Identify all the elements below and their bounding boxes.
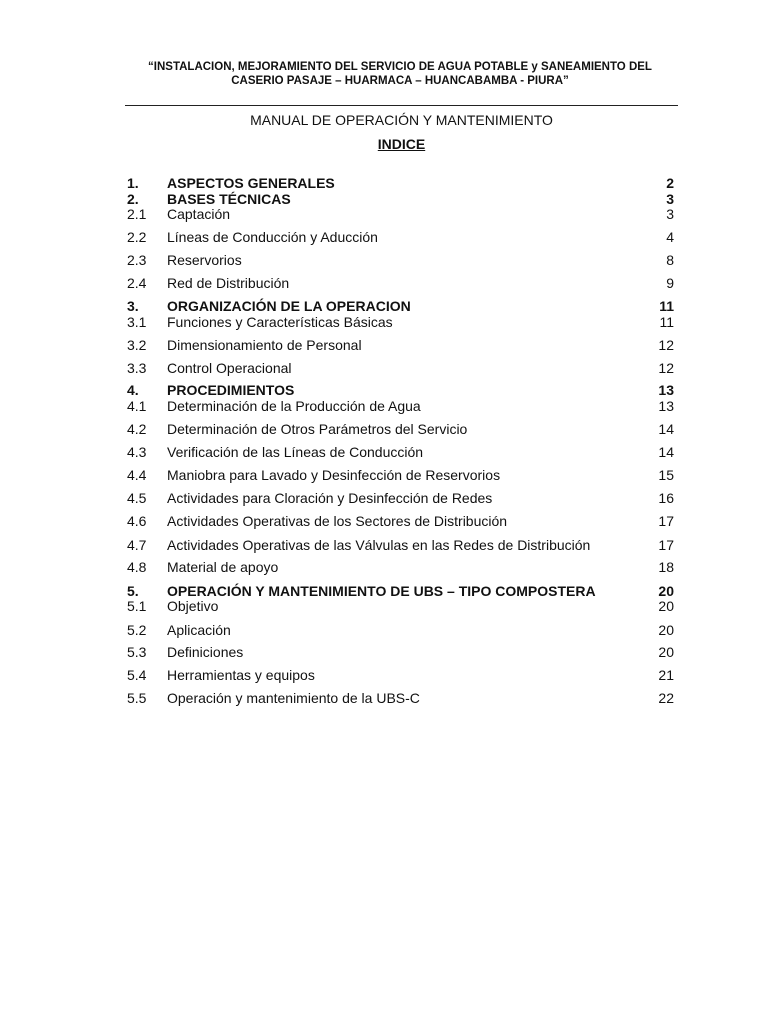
toc-entry-label: Actividades Operativas de los Sectores de Distribución bbox=[167, 513, 508, 529]
toc-entry-page: 13 bbox=[658, 398, 674, 414]
toc-entry-number: 5.3 bbox=[127, 644, 147, 660]
toc-entry-page: 3 bbox=[666, 206, 674, 222]
toc-entry-number: 5.5 bbox=[127, 690, 147, 706]
toc-entry-page: 17 bbox=[658, 537, 674, 553]
toc-entry-label: Líneas de Conducción y Aducción bbox=[167, 229, 378, 245]
toc-entry bbox=[127, 274, 674, 292]
toc-entry-number: 5.4 bbox=[127, 667, 147, 683]
toc-entry-page: 21 bbox=[658, 667, 674, 683]
toc-entry-number: 4.1 bbox=[127, 398, 147, 414]
toc-entry-label: Actividades Operativas de las Válvulas en las Redes de Distribución bbox=[167, 537, 591, 553]
toc-entry-label: Operación y mantenimiento de la UBS-C bbox=[167, 690, 420, 706]
toc-entry-page: 4 bbox=[666, 229, 674, 245]
toc-entry-page: 3 bbox=[666, 191, 674, 207]
toc-entry-number: 4.7 bbox=[127, 537, 147, 553]
toc-entry-page: 11 bbox=[659, 314, 674, 330]
toc-entry-page: 22 bbox=[658, 690, 674, 706]
toc-entry-page: 15 bbox=[658, 467, 674, 483]
toc-entry-number: 4.8 bbox=[127, 559, 147, 575]
toc-entry-number: 4.2 bbox=[127, 421, 147, 437]
toc-entry-number: 3. bbox=[127, 298, 139, 314]
toc-entry-page: 20 bbox=[658, 583, 674, 599]
toc-entry bbox=[127, 420, 674, 438]
toc-entry-number: 3.2 bbox=[127, 337, 147, 353]
toc-entry bbox=[127, 228, 674, 246]
toc-entry-number: 3.3 bbox=[127, 360, 147, 376]
toc-entry-number: 5.1 bbox=[127, 598, 147, 614]
toc-entry-number: 1. bbox=[127, 175, 139, 191]
toc-entry-page: 20 bbox=[658, 598, 674, 614]
toc-entry bbox=[127, 689, 674, 707]
toc-entry bbox=[127, 489, 674, 507]
toc-entry bbox=[127, 666, 674, 684]
toc-entry bbox=[127, 621, 674, 639]
toc-entry-page: 17 bbox=[658, 513, 674, 529]
toc-entry bbox=[127, 466, 674, 484]
toc-entry-number: 2.3 bbox=[127, 252, 147, 268]
toc-entry-number: 2.1 bbox=[127, 206, 147, 222]
toc-entry bbox=[127, 397, 674, 415]
toc-entry-label: OPERACIÓN Y MANTENIMIENTO DE UBS – TIPO COMPOSTERA bbox=[167, 583, 596, 599]
toc-entry-label: Determinación de Otros Parámetros del Servicio bbox=[167, 421, 468, 437]
toc-entry-page: 12 bbox=[658, 360, 674, 376]
project-title-line-1: “INSTALACION, MEJORAMIENTO DEL SERVICIO DE AGUA POTABLE y SANEAMIENTO DEL bbox=[148, 61, 652, 73]
toc-entry-page: 14 bbox=[658, 444, 674, 460]
toc-entry bbox=[127, 512, 674, 530]
toc-entry-label: Actividades para Cloración y Desinfección de Redes bbox=[167, 490, 493, 506]
toc-entry-page: 11 bbox=[659, 298, 674, 314]
toc-entry-page: 20 bbox=[658, 622, 674, 638]
toc-entry-page: 16 bbox=[658, 490, 674, 506]
toc-entry-number: 2. bbox=[127, 191, 139, 207]
toc-entry bbox=[127, 558, 674, 576]
toc-entry-page: 2 bbox=[666, 175, 674, 191]
toc-entry-page: 12 bbox=[658, 337, 674, 353]
toc-entry bbox=[127, 313, 674, 331]
toc-entry bbox=[127, 443, 674, 461]
toc-entry-label: Maniobra para Lavado y Desinfección de Reservorios bbox=[167, 467, 501, 483]
toc-entry-label: Determinación de la Producción de Agua bbox=[167, 398, 421, 414]
project-title-line-2: CASERIO PASAJE – HUARMACA – HUANCABAMBA - PIURA” bbox=[231, 75, 569, 87]
toc-entry bbox=[127, 251, 674, 269]
toc-entry-number: 4.4 bbox=[127, 467, 147, 483]
toc-entry-label: Herramientas y equipos bbox=[167, 667, 315, 683]
toc-entry bbox=[127, 536, 674, 554]
toc-entry bbox=[127, 643, 674, 661]
toc-entry-page: 20 bbox=[658, 644, 674, 660]
toc-entry-number: 5. bbox=[127, 583, 139, 599]
toc-entry-label: Definiciones bbox=[167, 644, 244, 660]
toc-entry-label: Funciones y Características Básicas bbox=[167, 314, 393, 330]
toc-entry-page: 9 bbox=[666, 275, 674, 291]
toc-entry bbox=[127, 336, 674, 354]
toc-entry-number: 4.3 bbox=[127, 444, 147, 460]
toc-entry-label: PROCEDIMIENTOS bbox=[167, 382, 295, 398]
toc-entry-label: Control Operacional bbox=[167, 360, 292, 376]
toc-entry-label: ORGANIZACIÓN DE LA OPERACION bbox=[167, 298, 411, 314]
toc-entry bbox=[127, 597, 674, 615]
toc-entry-label: ASPECTOS GENERALES bbox=[167, 175, 335, 191]
toc-entry-number: 2.4 bbox=[127, 275, 147, 291]
toc-entry-number: 5.2 bbox=[127, 622, 147, 638]
toc-entry-label: Verificación de las Líneas de Conducción bbox=[167, 444, 424, 460]
toc-entry-page: 14 bbox=[658, 421, 674, 437]
toc-entry-number: 3.1 bbox=[127, 314, 147, 330]
toc-entry-number: 2.2 bbox=[127, 229, 147, 245]
toc-entry-page: 13 bbox=[658, 382, 674, 398]
toc-entry-number: 4.6 bbox=[127, 513, 147, 529]
toc-entry bbox=[127, 359, 674, 377]
toc-entry-label: Objetivo bbox=[167, 598, 219, 614]
toc-entry-label: Dimensionamiento de Personal bbox=[167, 337, 362, 353]
toc-entry-number: 4. bbox=[127, 382, 139, 398]
toc-entry-number: 4.5 bbox=[127, 490, 147, 506]
toc-entry-label: BASES TÉCNICAS bbox=[167, 191, 291, 207]
toc-entry bbox=[127, 205, 674, 223]
toc-entry-page: 8 bbox=[666, 252, 674, 268]
toc-entry-label: Reservorios bbox=[167, 252, 242, 268]
toc-entry-label: Material de apoyo bbox=[167, 559, 279, 575]
toc-entry-label: Captación bbox=[167, 206, 231, 222]
toc-entry-label: Red de Distribución bbox=[167, 275, 290, 291]
document-title: MANUAL DE OPERACIÓN Y MANTENIMIENTO bbox=[250, 112, 553, 128]
index-heading-text: INDICE bbox=[377, 136, 426, 152]
toc-entry-page: 18 bbox=[658, 559, 674, 575]
toc-entry-label: Aplicación bbox=[167, 622, 231, 638]
